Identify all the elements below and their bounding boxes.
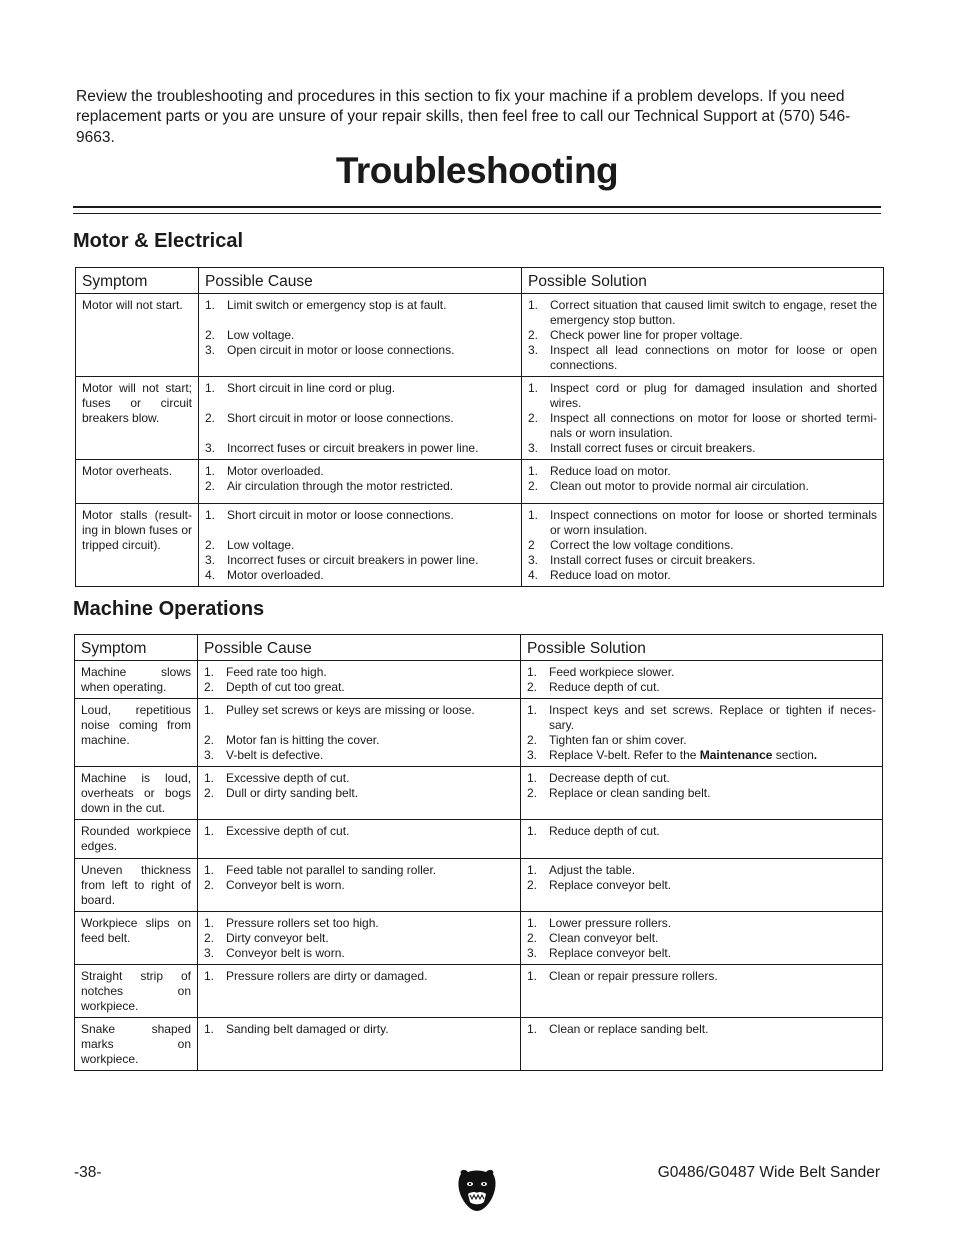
item-text: V-belt is defective.	[226, 748, 324, 762]
table-row	[76, 294, 884, 377]
symptom-cell: Machine slows when operating.	[75, 661, 198, 699]
list-item	[527, 969, 876, 984]
table-row	[75, 859, 883, 912]
list-item	[204, 931, 514, 946]
item-text: Clean out motor to provide normal air circulation.	[550, 479, 809, 493]
item-text: Conveyor belt is worn.	[226, 878, 345, 892]
item-number: 3.	[528, 441, 539, 455]
item-text	[227, 523, 515, 538]
item-text: Adjust the table.	[549, 863, 636, 877]
list-item	[205, 396, 515, 411]
item-text: Correct situation that caused limit switch to engage, reset the emergency stop button.	[550, 298, 877, 327]
list-item	[204, 786, 514, 801]
symptom-cell: Motor stalls (result-ing in blown fuses or tripped circuit).	[76, 504, 199, 587]
solution-cell	[521, 699, 883, 767]
item-text: Conveyor belt is worn.	[226, 946, 345, 960]
list-item	[204, 733, 514, 748]
item-number: 1.	[528, 508, 539, 522]
cause-cell	[198, 699, 521, 767]
symptom-header: Symptom	[76, 268, 199, 294]
item-number: 1.	[527, 1022, 538, 1036]
symptom-cell: Motor will not start; fuses or circuit breakers blow.	[76, 377, 199, 460]
solution-cell	[521, 965, 883, 1018]
cause-cell	[199, 377, 522, 460]
item-number: 1.	[528, 464, 539, 478]
item-text: Short circuit in line cord or plug.	[227, 381, 396, 395]
machine-operations-heading: Machine Operations	[73, 598, 265, 620]
solution-cell	[521, 1018, 883, 1071]
solution-header: Possible Solution	[522, 268, 884, 294]
item-number: 3.	[528, 343, 539, 357]
list-item	[527, 824, 876, 839]
list-item	[204, 1022, 514, 1037]
list-item	[527, 748, 876, 763]
cause-cell	[198, 859, 521, 912]
item-text	[227, 313, 515, 328]
list-item	[527, 665, 876, 680]
item-number: 1.	[528, 298, 539, 312]
table-row	[75, 699, 883, 767]
list-item	[527, 946, 876, 961]
item-number: 1.	[528, 381, 539, 395]
table-header-row	[75, 635, 883, 661]
list-item	[528, 508, 877, 538]
cause-cell	[199, 504, 522, 587]
item-text: Install correct fuses or circuit breakers.	[550, 553, 756, 567]
item-number: 2	[528, 538, 535, 552]
item-text: Inspect connections on motor for loose or shorted terminals or worn insulation.	[550, 508, 877, 537]
item-text: Air circulation through the motor restricted.	[227, 479, 454, 493]
list-item	[205, 553, 515, 568]
item-number	[204, 718, 226, 733]
item-number: 4.	[205, 568, 216, 582]
item-text: Feed table not parallel to sanding roller.	[226, 863, 437, 877]
item-text: Sanding belt damaged or dirty.	[226, 1022, 389, 1036]
solution-cell	[522, 460, 884, 504]
list-item	[204, 665, 514, 680]
cause-cell	[198, 912, 521, 965]
list-item	[527, 931, 876, 946]
item-number: 1.	[527, 969, 538, 983]
cause-header: Possible Cause	[198, 635, 521, 661]
item-number: 3.	[205, 553, 216, 567]
item-number: 1.	[204, 665, 215, 679]
cause-cell	[198, 820, 521, 859]
list-item	[205, 343, 515, 358]
table-row	[75, 767, 883, 820]
item-text	[226, 718, 514, 733]
list-item	[528, 328, 877, 343]
motor-electrical-heading: Motor & Electrical	[73, 230, 244, 252]
item-text: Inspect all lead connections on motor for loose or open connections.	[550, 343, 877, 372]
item-text: Pulley set screws or keys are missing or loose.	[226, 703, 475, 717]
item-number: 2.	[528, 328, 539, 342]
item-text: Lower pressure rollers.	[549, 916, 672, 930]
item-text: Reduce load on motor.	[550, 568, 671, 582]
item-number: 2.	[528, 411, 539, 425]
list-item	[528, 553, 877, 568]
item-number: 1.	[204, 969, 215, 983]
symptom-cell: Motor will not start.	[76, 294, 199, 377]
symptom-cell: Snake shaped marks on workpiece.	[75, 1018, 198, 1071]
item-text: Install correct fuses or circuit breakers.	[550, 441, 756, 455]
solution-cell	[521, 859, 883, 912]
list-item	[204, 748, 514, 763]
item-number	[205, 313, 227, 328]
list-item	[527, 878, 876, 893]
symptom-cell: Rounded workpiece edges.	[75, 820, 198, 859]
item-text: Replace conveyor belt.	[549, 878, 672, 892]
item-text: Incorrect fuses or circuit breakers in power line.	[227, 553, 479, 567]
item-number: 1.	[205, 508, 216, 522]
cause-cell	[198, 661, 521, 699]
solution-cell	[521, 820, 883, 859]
item-number: 2.	[528, 479, 539, 493]
item-number: 3.	[527, 748, 538, 762]
list-item	[204, 969, 514, 984]
title-rule	[73, 206, 881, 208]
cause-header: Possible Cause	[199, 268, 522, 294]
item-number: 2.	[205, 411, 216, 425]
list-item	[528, 343, 877, 373]
list-item	[204, 878, 514, 893]
item-number	[205, 523, 227, 538]
item-text: Excessive depth of cut.	[226, 771, 350, 785]
item-text: Motor overloaded.	[227, 464, 324, 478]
item-text: Short circuit in motor or loose connections.	[227, 508, 454, 522]
list-item	[527, 733, 876, 748]
table-row	[75, 661, 883, 699]
page-title: Troubleshooting	[335, 150, 619, 191]
item-text: Correct the low voltage conditions.	[550, 538, 734, 552]
symptom-cell: Machine is loud, overheats or bogs down in the cut.	[75, 767, 198, 820]
list-item	[205, 328, 515, 343]
item-text: Check power line for proper voltage.	[550, 328, 743, 342]
symptom-cell: Motor overheats.	[76, 460, 199, 504]
list-item	[528, 411, 877, 441]
page-number: -38-	[74, 1164, 102, 1181]
symptom-cell: Uneven thickness from left to right of board.	[75, 859, 198, 912]
item-number: 2.	[204, 878, 215, 892]
item-number: 2.	[527, 786, 538, 800]
machine-operations-table	[74, 634, 883, 1071]
list-item	[204, 863, 514, 878]
list-item	[528, 441, 877, 456]
symptom-cell: Straight strip of notches on workpiece.	[75, 965, 198, 1018]
table-header-row	[76, 268, 884, 294]
list-item	[204, 824, 514, 839]
item-number: 1.	[204, 1022, 215, 1036]
item-text	[227, 426, 515, 441]
solution-cell	[522, 294, 884, 377]
table-row	[76, 377, 884, 460]
item-number: 3.	[528, 553, 539, 567]
item-text: Open circuit in motor or loose connections.	[227, 343, 455, 357]
cause-cell	[198, 1018, 521, 1071]
item-number: 1.	[204, 703, 215, 717]
solution-cell	[521, 912, 883, 965]
list-item	[205, 381, 515, 396]
item-number: 2.	[205, 538, 216, 552]
item-number: 2.	[527, 878, 538, 892]
item-number: 1.	[205, 298, 216, 312]
list-item	[204, 703, 514, 718]
cause-cell	[199, 294, 522, 377]
item-text: Inspect keys and set screws. Replace or tighten if neces-sary.	[549, 703, 876, 732]
item-number: 1.	[527, 916, 538, 930]
item-text: Tighten fan or shim cover.	[549, 733, 687, 747]
model-name: G0486/G0487 Wide Belt Sander	[657, 1164, 880, 1181]
item-text: Dull or dirty sanding belt.	[226, 786, 359, 800]
list-item	[527, 680, 876, 695]
item-text: Motor overloaded.	[227, 568, 324, 582]
item-number: 2.	[205, 328, 216, 342]
list-item	[205, 568, 515, 583]
item-text: Motor fan is hitting the cover.	[226, 733, 380, 747]
item-number: 1.	[527, 771, 538, 785]
table-row	[75, 965, 883, 1018]
item-number: 1.	[527, 665, 538, 679]
list-item	[528, 381, 877, 411]
table-row	[75, 820, 883, 859]
item-number: 2.	[204, 680, 215, 694]
bear-head-icon	[457, 1168, 497, 1212]
item-text: Low voltage.	[227, 328, 295, 342]
item-number: 1.	[204, 824, 215, 838]
item-number: 4.	[528, 568, 539, 582]
item-number: 1.	[527, 863, 538, 877]
list-item	[527, 1022, 876, 1037]
item-number: 2.	[204, 931, 215, 945]
item-text: Low voltage.	[227, 538, 295, 552]
list-item	[204, 718, 514, 733]
cause-cell	[199, 460, 522, 504]
item-number: 1.	[204, 771, 215, 785]
list-item	[205, 479, 515, 494]
item-text: Feed rate too high.	[226, 665, 327, 679]
item-number	[205, 396, 227, 411]
table-row	[76, 460, 884, 504]
item-number: 1.	[527, 703, 538, 717]
item-number: 2.	[204, 786, 215, 800]
item-text: Inspect all connections on motor for loose or shorted termi-nals or worn insulation.	[550, 411, 877, 440]
table-row	[75, 912, 883, 965]
list-item	[205, 411, 515, 426]
list-item	[205, 538, 515, 553]
item-text: Clean or repair pressure rollers.	[549, 969, 718, 983]
list-item	[204, 916, 514, 931]
list-item	[204, 680, 514, 695]
list-item	[527, 771, 876, 786]
list-item	[204, 946, 514, 961]
symptom-header: Symptom	[75, 635, 198, 661]
list-item	[205, 426, 515, 441]
item-text: Decrease depth of cut.	[549, 771, 670, 785]
item-number: 1.	[205, 464, 216, 478]
item-text: Replace or clean sanding belt.	[549, 786, 711, 800]
item-number: 2.	[205, 479, 216, 493]
list-item	[205, 508, 515, 523]
item-number: 2.	[527, 931, 538, 945]
item-number: 1.	[204, 863, 215, 877]
item-number: 1.	[205, 381, 216, 395]
item-number: 1.	[527, 824, 538, 838]
item-number: 1.	[204, 916, 215, 930]
list-item	[528, 479, 877, 494]
list-item	[528, 298, 877, 328]
item-number: 2.	[527, 680, 538, 694]
list-item	[205, 313, 515, 328]
item-text: Short circuit in motor or loose connections.	[227, 411, 454, 425]
list-item	[204, 771, 514, 786]
list-item	[527, 916, 876, 931]
cause-cell	[198, 767, 521, 820]
item-text: Inspect cord or plug for damaged insulation and shorted wires.	[550, 381, 877, 410]
item-number: 3.	[205, 343, 216, 357]
solution-cell	[522, 377, 884, 460]
list-item	[205, 298, 515, 313]
item-text: Reduce depth of cut.	[549, 680, 660, 694]
solution-header: Possible Solution	[521, 635, 883, 661]
item-text: Pressure rollers set too high.	[226, 916, 379, 930]
table-row	[75, 1018, 883, 1071]
list-item	[528, 568, 877, 583]
item-text: Incorrect fuses or circuit breakers in power line.	[227, 441, 479, 455]
list-item	[527, 863, 876, 878]
item-number: 2.	[204, 733, 215, 747]
solution-cell	[522, 504, 884, 587]
item-text: Clean conveyor belt.	[549, 931, 659, 945]
item-number: 3.	[204, 748, 215, 762]
table-row	[76, 504, 884, 587]
solution-cell	[521, 661, 883, 699]
item-text: Dirty conveyor belt.	[226, 931, 329, 945]
solution-cell	[521, 767, 883, 820]
item-text: Clean or replace sanding belt.	[549, 1022, 709, 1036]
intro-paragraph: Review the troubleshooting and procedures in this section to fix your machine if a problem develops. If you need replacement parts or you are unsure of your repair skills, then feel free to call our Technical Support at (570) 546-9663.	[76, 87, 851, 146]
symptom-cell: Loud, repetitious noise coming from machine.	[75, 699, 198, 767]
list-item	[205, 441, 515, 456]
list-item	[205, 464, 515, 479]
item-text: Reduce depth of cut.	[549, 824, 660, 838]
item-text: Excessive depth of cut.	[226, 824, 350, 838]
list-item	[527, 703, 876, 733]
item-text: Replace V-belt. Refer to the Maintenance section.	[549, 748, 818, 762]
cause-cell	[198, 965, 521, 1018]
item-number: 3.	[527, 946, 538, 960]
item-text	[227, 396, 515, 411]
item-text: Feed workpiece slower.	[549, 665, 675, 679]
symptom-cell: Workpiece slips on feed belt.	[75, 912, 198, 965]
list-item	[528, 464, 877, 479]
item-text: Pressure rollers are dirty or damaged.	[226, 969, 428, 983]
motor-electrical-table	[75, 267, 884, 587]
item-number: 3.	[205, 441, 216, 455]
item-number: 2.	[527, 733, 538, 747]
item-text: Depth of cut too great.	[226, 680, 345, 694]
list-item	[528, 538, 877, 553]
list-item	[527, 786, 876, 801]
item-number: 3.	[204, 946, 215, 960]
item-text: Limit switch or emergency stop is at fault.	[227, 298, 447, 312]
item-text: Reduce load on motor.	[550, 464, 671, 478]
item-number	[205, 426, 227, 441]
list-item	[205, 523, 515, 538]
item-text: Replace conveyor belt.	[549, 946, 672, 960]
title-rule-thin	[73, 213, 881, 214]
